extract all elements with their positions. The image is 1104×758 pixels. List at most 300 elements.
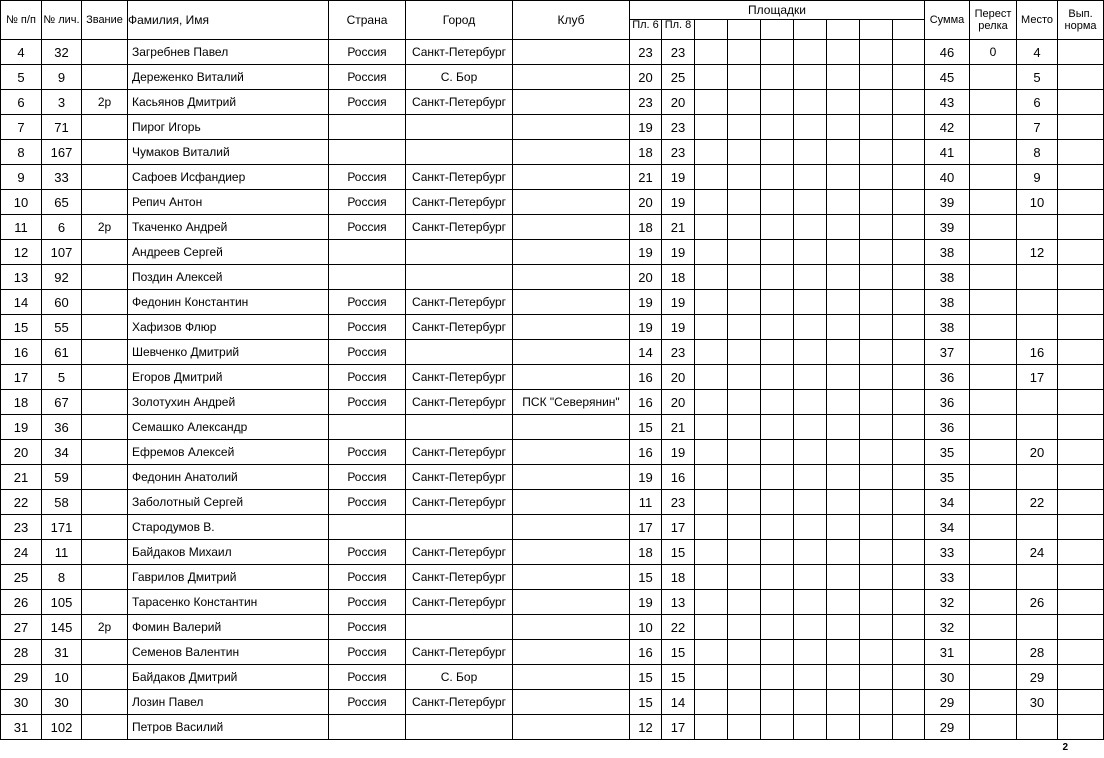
cell-site-8: 23 <box>662 140 695 165</box>
cell-name: Андреев Сергей <box>128 240 329 265</box>
cell-site-empty <box>860 315 893 340</box>
cell-club <box>513 365 630 390</box>
cell-license: 167 <box>42 140 82 165</box>
cell-site-empty <box>893 265 925 290</box>
table-row <box>1 340 1104 365</box>
cell-name: Дереженко Виталий <box>128 65 329 90</box>
cell-site-6: 19 <box>630 290 662 315</box>
cell-city <box>406 240 513 265</box>
cell-site-empty <box>860 665 893 690</box>
cell-site-8: 15 <box>662 665 695 690</box>
cell-norm <box>1058 690 1104 715</box>
cell-site-empty <box>794 490 827 515</box>
cell-license: 31 <box>42 640 82 665</box>
cell-site-8: 13 <box>662 590 695 615</box>
cell-city: Санкт-Петербург <box>406 565 513 590</box>
page-number: 2 <box>1062 742 1068 753</box>
cell-site-empty <box>695 190 728 215</box>
cell-site-empty <box>728 615 761 640</box>
cell-num: 12 <box>1 240 42 265</box>
cell-site-empty <box>695 490 728 515</box>
cell-site-empty <box>695 340 728 365</box>
cell-site-empty <box>827 565 860 590</box>
cell-name: Егоров Дмитрий <box>128 365 329 390</box>
cell-rank <box>82 190 128 215</box>
cell-site-empty <box>893 415 925 440</box>
cell-club <box>513 215 630 240</box>
cell-site-empty <box>893 465 925 490</box>
header-site-empty <box>827 20 860 40</box>
cell-site-empty <box>860 265 893 290</box>
cell-country: Россия <box>329 215 406 240</box>
cell-site-6: 19 <box>630 590 662 615</box>
cell-site-empty <box>761 540 794 565</box>
cell-rank <box>82 65 128 90</box>
cell-site-empty <box>794 40 827 65</box>
cell-site-empty <box>893 390 925 415</box>
cell-license: 60 <box>42 290 82 315</box>
cell-site-8: 19 <box>662 290 695 315</box>
cell-license: 61 <box>42 340 82 365</box>
cell-site-empty <box>761 65 794 90</box>
cell-place: 10 <box>1017 190 1058 215</box>
header-sum: Сумма <box>925 1 970 40</box>
cell-license: 11 <box>42 540 82 565</box>
cell-site-empty <box>695 140 728 165</box>
table-row <box>1 715 1104 740</box>
cell-site-empty <box>728 640 761 665</box>
table-row <box>1 640 1104 665</box>
cell-rank <box>82 465 128 490</box>
cell-site-8: 21 <box>662 415 695 440</box>
cell-site-empty <box>827 665 860 690</box>
cell-site-empty <box>728 515 761 540</box>
cell-site-empty <box>728 440 761 465</box>
cell-norm <box>1058 365 1104 390</box>
cell-norm <box>1058 640 1104 665</box>
cell-site-empty <box>827 365 860 390</box>
cell-name: Пирог Игорь <box>128 115 329 140</box>
cell-country: Россия <box>329 190 406 215</box>
cell-city: Санкт-Петербург <box>406 465 513 490</box>
cell-place: 20 <box>1017 440 1058 465</box>
cell-rank <box>82 365 128 390</box>
cell-site-6: 23 <box>630 40 662 65</box>
cell-sum: 45 <box>925 65 970 90</box>
cell-site-8: 20 <box>662 90 695 115</box>
cell-name: Поздин Алексей <box>128 265 329 290</box>
cell-site-empty <box>761 690 794 715</box>
cell-tiebreak <box>970 465 1017 490</box>
cell-site-empty <box>728 665 761 690</box>
cell-site-empty <box>893 315 925 340</box>
cell-site-empty <box>695 290 728 315</box>
cell-site-empty <box>893 190 925 215</box>
cell-num: 19 <box>1 415 42 440</box>
cell-sum: 43 <box>925 90 970 115</box>
cell-site-empty <box>827 515 860 540</box>
cell-norm <box>1058 615 1104 640</box>
cell-place: 9 <box>1017 165 1058 190</box>
cell-place <box>1017 565 1058 590</box>
cell-site-empty <box>893 290 925 315</box>
cell-city: С. Бор <box>406 665 513 690</box>
cell-site-8: 23 <box>662 490 695 515</box>
cell-club: ПСК "Северянин" <box>513 390 630 415</box>
cell-site-empty <box>761 90 794 115</box>
cell-norm <box>1058 515 1104 540</box>
cell-name: Стародумов В. <box>128 515 329 540</box>
table-row <box>1 465 1104 490</box>
table-row <box>1 515 1104 540</box>
cell-club <box>513 315 630 340</box>
cell-city: Санкт-Петербург <box>406 165 513 190</box>
cell-sum: 41 <box>925 140 970 165</box>
cell-site-empty <box>728 340 761 365</box>
cell-tiebreak <box>970 115 1017 140</box>
cell-site-empty <box>761 465 794 490</box>
cell-tiebreak: 0 <box>970 40 1017 65</box>
cell-tiebreak <box>970 665 1017 690</box>
cell-site-6: 15 <box>630 415 662 440</box>
cell-city <box>406 615 513 640</box>
cell-site-empty <box>728 215 761 240</box>
cell-place: 7 <box>1017 115 1058 140</box>
cell-num: 11 <box>1 215 42 240</box>
cell-site-8: 22 <box>662 615 695 640</box>
cell-place: 28 <box>1017 640 1058 665</box>
cell-site-empty <box>893 65 925 90</box>
cell-site-empty <box>761 215 794 240</box>
cell-num: 7 <box>1 115 42 140</box>
cell-country: Россия <box>329 40 406 65</box>
cell-site-empty <box>794 640 827 665</box>
cell-norm <box>1058 440 1104 465</box>
cell-site-empty <box>893 440 925 465</box>
cell-site-empty <box>761 365 794 390</box>
cell-tiebreak <box>970 165 1017 190</box>
cell-site-empty <box>794 190 827 215</box>
header-lic: № лич. <box>42 1 82 40</box>
cell-site-empty <box>794 540 827 565</box>
cell-site-empty <box>695 465 728 490</box>
cell-country: Россия <box>329 315 406 340</box>
cell-name: Байдаков Михаил <box>128 540 329 565</box>
cell-sum: 36 <box>925 415 970 440</box>
cell-site-empty <box>827 165 860 190</box>
cell-tiebreak <box>970 240 1017 265</box>
header-site-empty <box>761 20 794 40</box>
cell-site-empty <box>728 365 761 390</box>
cell-site-8: 20 <box>662 365 695 390</box>
cell-site-empty <box>893 140 925 165</box>
cell-country: Россия <box>329 165 406 190</box>
cell-site-empty <box>695 615 728 640</box>
cell-sum: 36 <box>925 390 970 415</box>
cell-tiebreak <box>970 215 1017 240</box>
cell-num: 24 <box>1 540 42 565</box>
header-site-empty <box>695 20 728 40</box>
table-row <box>1 215 1104 240</box>
cell-site-empty <box>761 590 794 615</box>
cell-country: Россия <box>329 615 406 640</box>
header-num: № п/п <box>1 1 42 40</box>
cell-site-empty <box>827 65 860 90</box>
cell-name: Чумаков Виталий <box>128 140 329 165</box>
cell-license: 71 <box>42 115 82 140</box>
cell-site-empty <box>728 415 761 440</box>
cell-country: Россия <box>329 65 406 90</box>
cell-site-empty <box>827 265 860 290</box>
cell-sum: 38 <box>925 265 970 290</box>
cell-club <box>513 40 630 65</box>
cell-name: Тарасенко Константин <box>128 590 329 615</box>
cell-site-8: 23 <box>662 115 695 140</box>
table-row <box>1 140 1104 165</box>
cell-site-empty <box>761 640 794 665</box>
cell-site-empty <box>827 490 860 515</box>
cell-country: Россия <box>329 390 406 415</box>
header-site-empty <box>728 20 761 40</box>
cell-site-empty <box>695 265 728 290</box>
cell-site-empty <box>761 265 794 290</box>
cell-tiebreak <box>970 365 1017 390</box>
cell-site-empty <box>827 540 860 565</box>
cell-site-empty <box>893 240 925 265</box>
cell-tiebreak <box>970 315 1017 340</box>
cell-place <box>1017 465 1058 490</box>
cell-rank <box>82 440 128 465</box>
cell-license: 67 <box>42 390 82 415</box>
cell-rank <box>82 640 128 665</box>
cell-site-empty <box>695 515 728 540</box>
cell-rank <box>82 115 128 140</box>
cell-city: Санкт-Петербург <box>406 190 513 215</box>
cell-site-empty <box>794 515 827 540</box>
cell-site-empty <box>695 415 728 440</box>
cell-club <box>513 65 630 90</box>
cell-site-empty <box>860 115 893 140</box>
cell-site-empty <box>794 290 827 315</box>
cell-site-empty <box>761 40 794 65</box>
cell-num: 23 <box>1 515 42 540</box>
cell-norm <box>1058 340 1104 365</box>
cell-license: 10 <box>42 665 82 690</box>
cell-site-6: 16 <box>630 640 662 665</box>
cell-site-empty <box>860 90 893 115</box>
cell-site-6: 18 <box>630 215 662 240</box>
cell-name: Репич Антон <box>128 190 329 215</box>
table-row <box>1 165 1104 190</box>
cell-site-empty <box>761 515 794 540</box>
cell-site-empty <box>893 640 925 665</box>
cell-tiebreak <box>970 440 1017 465</box>
cell-site-empty <box>695 665 728 690</box>
cell-country: Россия <box>329 640 406 665</box>
cell-club <box>513 715 630 740</box>
cell-city <box>406 140 513 165</box>
cell-place: 8 <box>1017 140 1058 165</box>
cell-site-empty <box>827 140 860 165</box>
cell-sum: 37 <box>925 340 970 365</box>
cell-place <box>1017 415 1058 440</box>
table-row <box>1 565 1104 590</box>
cell-site-6: 19 <box>630 115 662 140</box>
cell-site-empty <box>860 490 893 515</box>
cell-tiebreak <box>970 140 1017 165</box>
table-row <box>1 290 1104 315</box>
cell-city: С. Бор <box>406 65 513 90</box>
cell-site-empty <box>761 190 794 215</box>
header-city: Город <box>406 1 513 40</box>
cell-site-empty <box>827 465 860 490</box>
cell-site-empty <box>728 540 761 565</box>
cell-site-empty <box>893 690 925 715</box>
cell-norm <box>1058 715 1104 740</box>
cell-site-empty <box>893 715 925 740</box>
cell-site-empty <box>761 665 794 690</box>
cell-site-empty <box>893 340 925 365</box>
cell-site-8: 21 <box>662 215 695 240</box>
cell-license: 58 <box>42 490 82 515</box>
cell-norm <box>1058 290 1104 315</box>
cell-site-empty <box>827 440 860 465</box>
cell-site-empty <box>893 365 925 390</box>
cell-country: Россия <box>329 540 406 565</box>
cell-site-6: 19 <box>630 315 662 340</box>
cell-tiebreak <box>970 340 1017 365</box>
cell-license: 65 <box>42 190 82 215</box>
cell-site-6: 21 <box>630 165 662 190</box>
cell-site-empty <box>827 190 860 215</box>
cell-place <box>1017 315 1058 340</box>
cell-site-empty <box>827 390 860 415</box>
cell-rank <box>82 240 128 265</box>
cell-license: 107 <box>42 240 82 265</box>
cell-city: Санкт-Петербург <box>406 540 513 565</box>
cell-site-empty <box>860 140 893 165</box>
cell-norm <box>1058 40 1104 65</box>
cell-site-empty <box>827 615 860 640</box>
table-row <box>1 90 1104 115</box>
cell-norm <box>1058 590 1104 615</box>
cell-rank <box>82 515 128 540</box>
cell-city: Санкт-Петербург <box>406 490 513 515</box>
cell-sum: 38 <box>925 240 970 265</box>
cell-site-empty <box>695 565 728 590</box>
header-site-6: Пл. 6 <box>630 20 662 40</box>
cell-site-empty <box>794 440 827 465</box>
cell-club <box>513 165 630 190</box>
cell-site-empty <box>761 240 794 265</box>
cell-site-8: 19 <box>662 190 695 215</box>
table-row <box>1 115 1104 140</box>
cell-name: Золотухин Андрей <box>128 390 329 415</box>
cell-license: 3 <box>42 90 82 115</box>
cell-site-8: 17 <box>662 515 695 540</box>
header-tiebreak: Перест релка <box>970 1 1017 40</box>
cell-norm <box>1058 140 1104 165</box>
cell-site-8: 18 <box>662 265 695 290</box>
cell-place: 12 <box>1017 240 1058 265</box>
cell-site-empty <box>827 240 860 265</box>
cell-norm <box>1058 265 1104 290</box>
cell-site-empty <box>893 40 925 65</box>
cell-site-empty <box>761 615 794 640</box>
cell-site-empty <box>860 290 893 315</box>
cell-tiebreak <box>970 390 1017 415</box>
cell-country: Россия <box>329 565 406 590</box>
cell-site-empty <box>728 165 761 190</box>
cell-city: Санкт-Петербург <box>406 690 513 715</box>
cell-sum: 31 <box>925 640 970 665</box>
cell-site-empty <box>893 540 925 565</box>
cell-site-empty <box>761 565 794 590</box>
cell-tiebreak <box>970 190 1017 215</box>
cell-num: 21 <box>1 465 42 490</box>
cell-site-empty <box>794 315 827 340</box>
cell-rank <box>82 415 128 440</box>
cell-site-empty <box>761 140 794 165</box>
cell-site-8: 18 <box>662 565 695 590</box>
header-country: Страна <box>329 1 406 40</box>
header-name: Фамилия, Имя <box>128 1 329 40</box>
cell-license: 6 <box>42 215 82 240</box>
cell-site-6: 15 <box>630 665 662 690</box>
cell-site-8: 19 <box>662 165 695 190</box>
cell-site-empty <box>695 690 728 715</box>
cell-num: 14 <box>1 290 42 315</box>
cell-num: 18 <box>1 390 42 415</box>
cell-city: Санкт-Петербург <box>406 215 513 240</box>
table-row <box>1 590 1104 615</box>
cell-site-empty <box>695 215 728 240</box>
table-row <box>1 415 1104 440</box>
cell-site-empty <box>794 165 827 190</box>
cell-name: Байдаков Дмитрий <box>128 665 329 690</box>
cell-site-empty <box>893 515 925 540</box>
cell-name: Фомин Валерий <box>128 615 329 640</box>
cell-site-8: 19 <box>662 315 695 340</box>
cell-country: Россия <box>329 490 406 515</box>
cell-site-empty <box>827 590 860 615</box>
cell-tiebreak <box>970 640 1017 665</box>
cell-sum: 34 <box>925 515 970 540</box>
header-site-empty <box>860 20 893 40</box>
table-row <box>1 540 1104 565</box>
cell-rank: 2р <box>82 615 128 640</box>
cell-country <box>329 140 406 165</box>
cell-site-empty <box>794 565 827 590</box>
cell-site-6: 17 <box>630 515 662 540</box>
cell-club <box>513 615 630 640</box>
cell-site-empty <box>728 140 761 165</box>
cell-tiebreak <box>970 65 1017 90</box>
table-row <box>1 190 1104 215</box>
cell-site-empty <box>794 665 827 690</box>
cell-site-empty <box>827 315 860 340</box>
cell-country: Россия <box>329 440 406 465</box>
cell-name: Загребнев Павел <box>128 40 329 65</box>
cell-site-empty <box>860 340 893 365</box>
header-place: Место <box>1017 1 1058 40</box>
cell-club <box>513 415 630 440</box>
cell-club <box>513 115 630 140</box>
cell-rank <box>82 265 128 290</box>
table-row <box>1 615 1104 640</box>
cell-site-empty <box>860 240 893 265</box>
cell-tiebreak <box>970 90 1017 115</box>
